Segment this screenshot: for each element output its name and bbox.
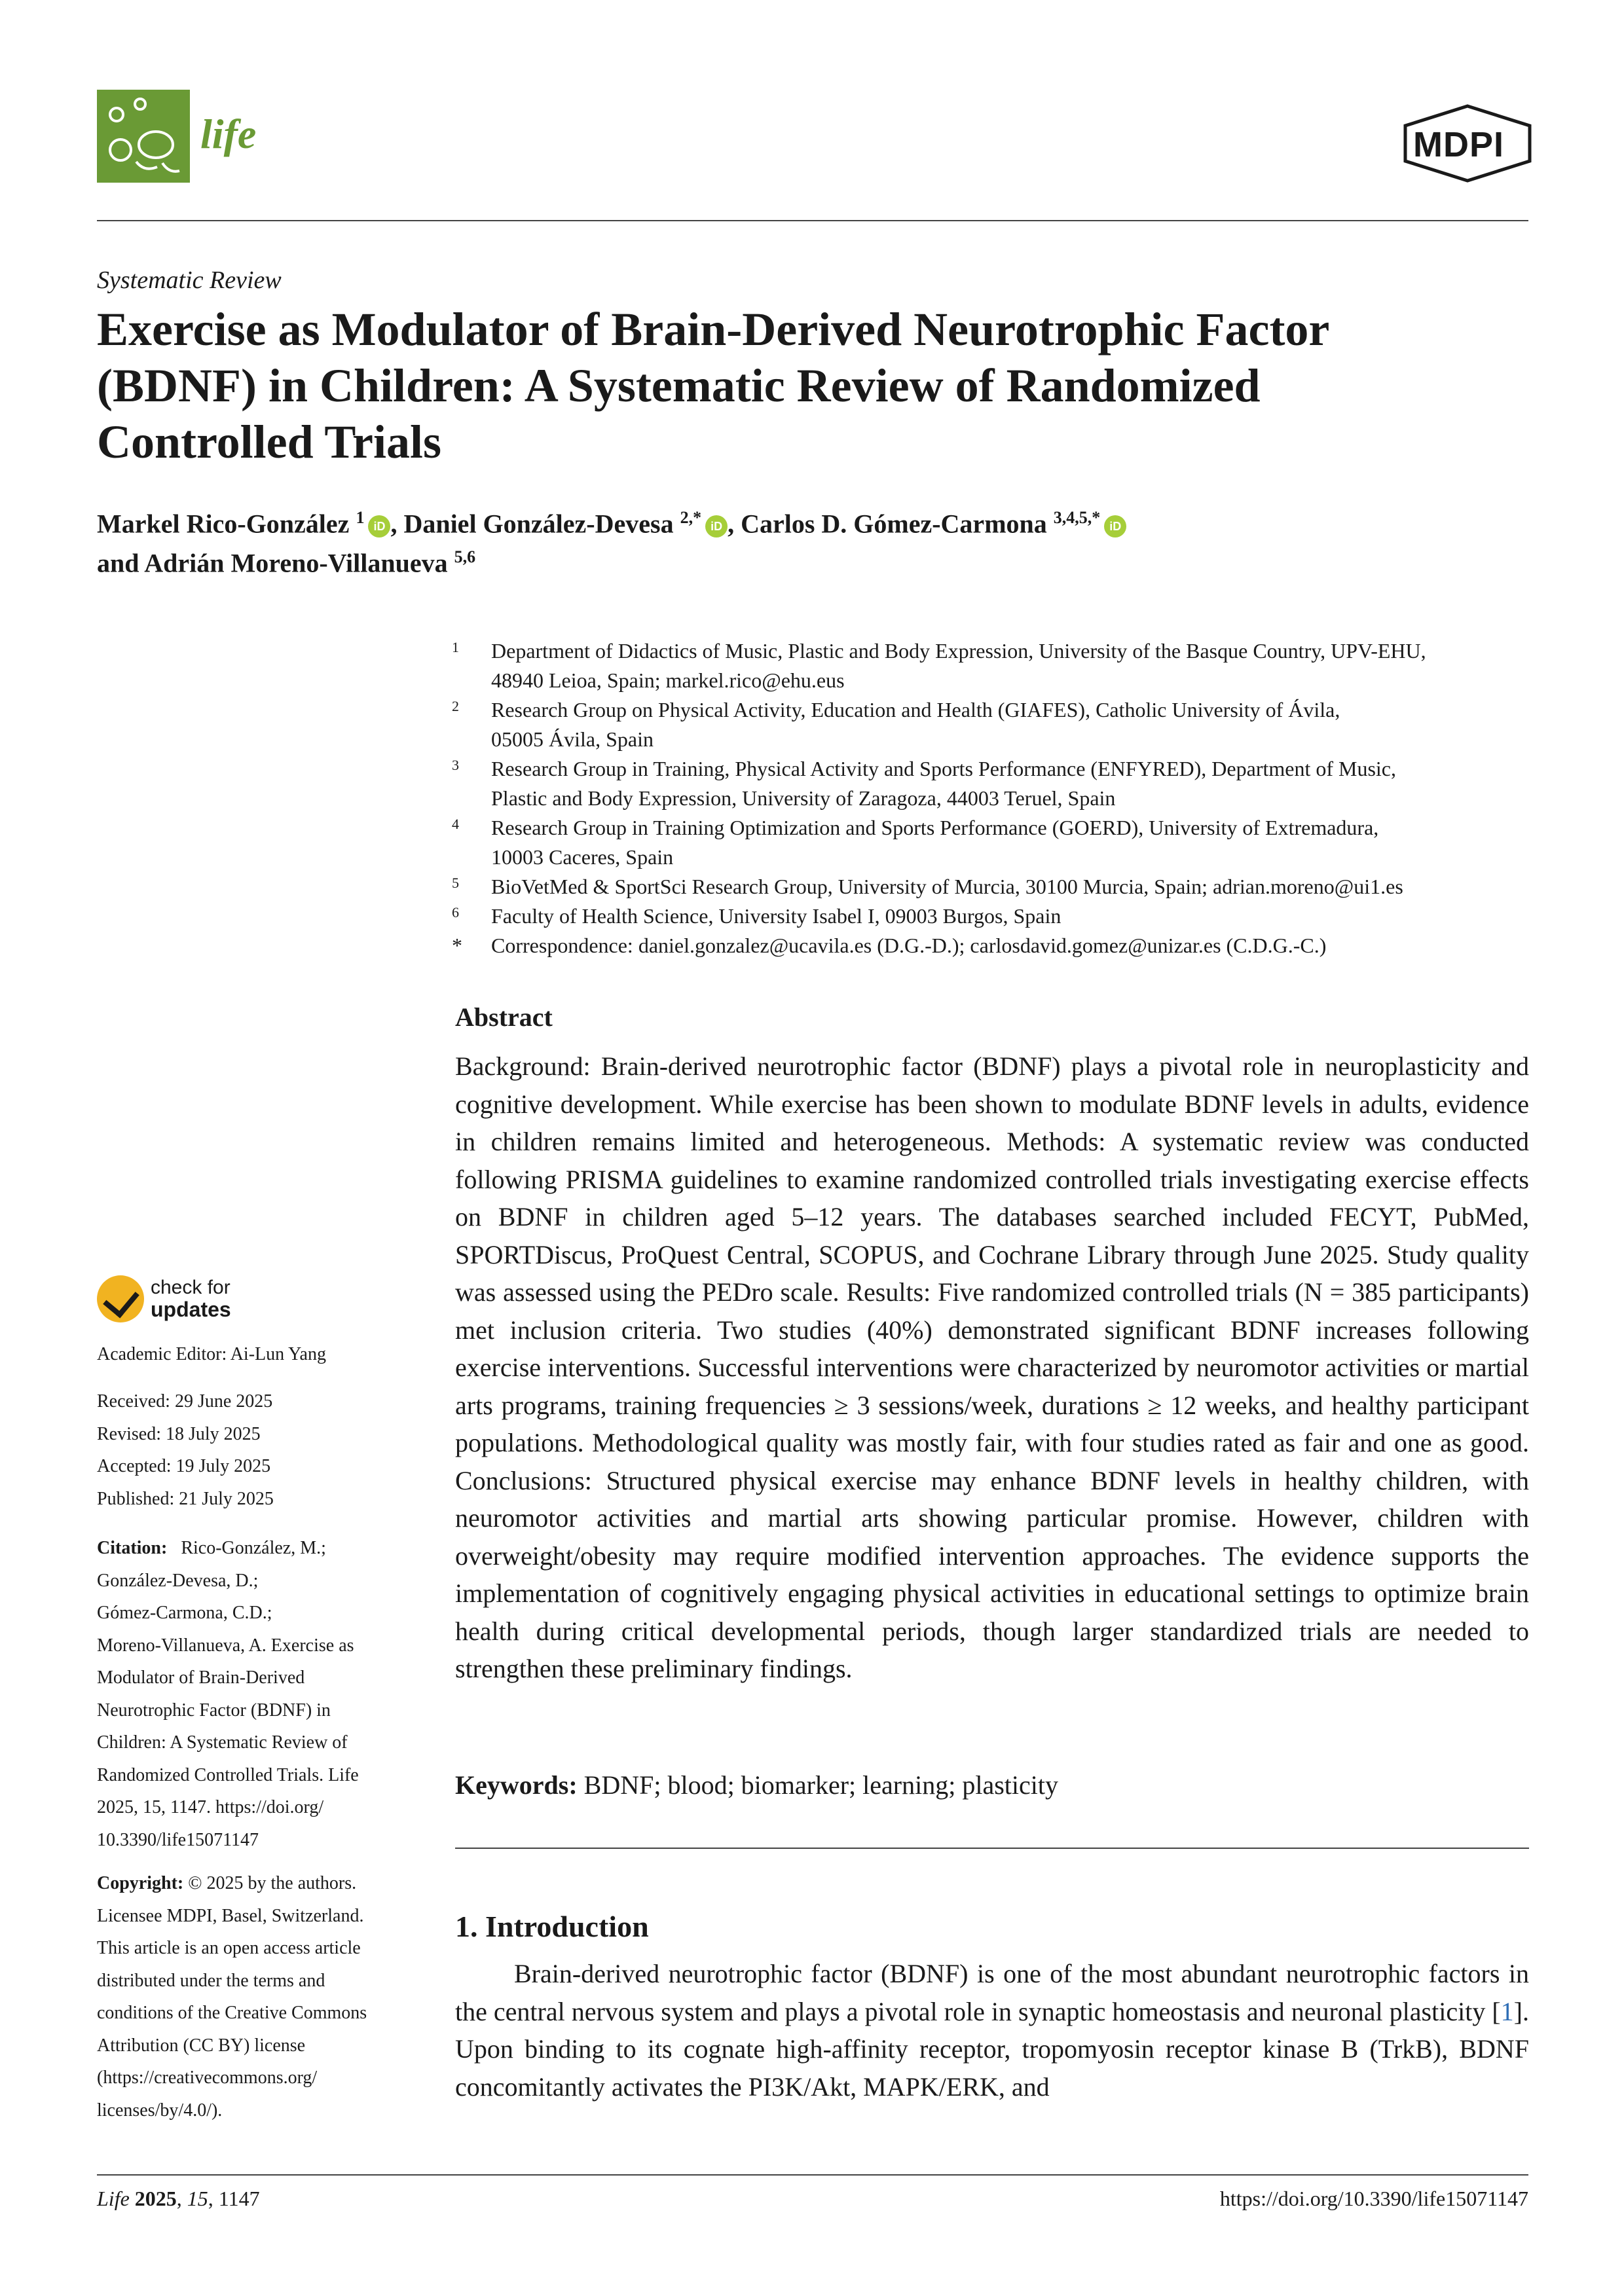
license-link[interactable]: licenses/by/4.0/).	[97, 2100, 223, 2121]
copyright-label: Copyright:	[97, 1873, 184, 1893]
affiliation-number: 5	[452, 875, 459, 891]
author-name[interactable]: Carlos D. Gómez-Carmona	[741, 509, 1047, 539]
copyright	[97, 1867, 405, 2126]
correspondence-item	[452, 931, 1532, 960]
affiliation-number: 4	[452, 816, 459, 832]
publication-dates	[97, 1385, 405, 1515]
citation-line: Gómez-Carmona, C.D.;	[97, 1603, 272, 1623]
journal-logo	[97, 90, 190, 183]
citation-line[interactable]: 2025, 15, 1147. https://doi.org/	[97, 1797, 324, 1817]
citation-line: Moreno-Villanueva, A. Exercise as	[97, 1635, 354, 1656]
article-title	[97, 301, 1531, 470]
copyright-line: distributed under the terms and	[97, 1970, 325, 1991]
affiliation-line: Research Group on Physical Activity, Education and Health (GIAFES), Catholic University of Ávila,	[491, 698, 1340, 721]
affiliation-item	[452, 872, 1532, 902]
footer-article-number: 1147	[218, 2187, 260, 2210]
author-affiliation: 3,4,5,*	[1053, 508, 1101, 527]
title-line: Controlled Trials	[97, 416, 442, 468]
citation-label: Citation:	[97, 1538, 168, 1558]
check-updates-label: updates	[151, 1298, 231, 1321]
affiliation-line: Faculty of Health Science, University Isabel I, 09003 Burgos, Spain	[491, 904, 1061, 928]
orcid-icon[interactable]: iD	[1104, 515, 1126, 538]
affiliation-item	[452, 695, 1532, 754]
author-name[interactable]: Adrián Moreno-Villanueva	[144, 548, 448, 578]
license-link[interactable]: (https://creativecommons.org/	[97, 2068, 318, 2088]
citation-doi-link[interactable]: 10.3390/life15071147	[97, 1829, 259, 1850]
author-affiliation: 1	[356, 508, 365, 527]
orcid-icon[interactable]: iD	[368, 515, 390, 538]
keywords	[455, 1770, 1529, 1800]
title-line: (BDNF) in Children: A Systematic Review of Randomized	[97, 359, 1261, 412]
author-affiliation: 2,*	[680, 508, 702, 527]
reference-link[interactable]: 1	[1500, 1996, 1514, 2026]
citation-line: Randomized Controlled Trials. Life	[97, 1764, 359, 1785]
orcid-icon[interactable]: iD	[705, 515, 728, 538]
copyright-line: Attribution (CC BY) license	[97, 2035, 306, 2056]
publisher-logo	[1401, 103, 1534, 183]
keywords-list: BDNF; blood; biomarker; learning; plasticity	[583, 1770, 1058, 1800]
title-line: Exercise as Modulator of Brain-Derived Neurotrophic Factor	[97, 303, 1330, 355]
copyright-line: This article is an open access article	[97, 1938, 361, 1958]
affiliations	[452, 636, 1532, 960]
author-name[interactable]: Daniel González-Devesa	[403, 509, 674, 539]
affiliation-line: Research Group in Training Optimization and Sports Performance (GOERD), University of Extremadura,	[491, 816, 1379, 839]
introduction-text	[455, 1955, 1529, 2105]
citation-line: González-Devesa, D.;	[97, 1570, 259, 1591]
intro-text-part: ]. Upon binding to its cognate high-affinity receptor, tropomyosin receptor kinase B (TrkB), BDNF concomitantly activates the PI3K/Akt, MAPK/ERK, and	[455, 1996, 1529, 2102]
citation-line: Children: A Systematic Review of	[97, 1732, 348, 1753]
affiliation-line: 05005 Ávila, Spain	[491, 727, 654, 751]
affiliation-number: 3	[452, 757, 459, 773]
affiliation-item	[452, 813, 1532, 872]
author-name[interactable]: Markel Rico-González	[97, 509, 350, 539]
affiliation-number: *	[452, 934, 462, 957]
author-conjunction: and	[97, 548, 139, 578]
keywords-label: Keywords:	[455, 1770, 578, 1800]
affiliation-item	[452, 636, 1532, 695]
footer-journal: Life	[97, 2187, 130, 2210]
introduction-heading: 1. Introduction	[455, 1910, 649, 1943]
footer-year: 2025	[134, 2187, 177, 2210]
affiliation-line: 48940 Leioa, Spain; markel.rico@ehu.eus	[491, 668, 845, 692]
academic-editor: Academic Editor: Ai-Lun Yang	[97, 1344, 326, 1364]
affiliation-item	[452, 754, 1532, 813]
footer-citation: Life 2025, 15, 1147	[97, 2187, 260, 2210]
article-type: Systematic Review	[97, 266, 282, 294]
affiliation-item	[452, 902, 1532, 931]
affiliation-line: BioVetMed & SportSci Research Group, University of Murcia, 30100 Murcia, Spain; adrian.moreno@ui1.es	[491, 875, 1403, 898]
affiliation-number: 1	[452, 639, 459, 655]
abstract-text: Background: Brain-derived neurotrophic factor (BDNF) plays a pivotal role in neuroplasticity and cognitive development. While exercise has been shown to modulate BDNF levels in adults, evidence in children remains limited and heterogeneous. Methods: A systematic review was conducted following PRISMA guidelines to examine randomized controlled trials investigating exercise effects on BDNF in children aged 5–12 years. The databases searched included FECYT, PubMed, SPORTDiscus, ProQuest Central, SCOPUS, and Cochrane Library through June 2025. Study quality was assessed using the PEDro scale. Results: Five randomized controlled trials (N = 385 participants) met inclusion criteria. Two studies (40%) demonstrated significant BDNF increases following exercise interventions. Successful interventions were characterized by neuromotor activities or martial arts programs, training frequencies ≥ 3 sessions/week, durations ≥ 12 weeks, and healthy participant populations. Methodological quality was mostly fair, with four studies rated as fair and one as good. Conclusions: Structured physical exercise may enhance BDNF levels in healthy children, with neuromotor activities and martial arts showing particular promise. However, children with overweight/obesity may require modified intervention approaches. The evidence supports the implementation of cognitively engaging physical activities in educational settings to optimize brain health during critical developmental periods, though larger standardized trials are needed to strengthen these preliminary findings.	[455, 1051, 1529, 1683]
footer-divider	[97, 2174, 1528, 2176]
accepted-date: Accepted: 19 July 2025	[97, 1456, 271, 1476]
author-list-line-2	[97, 547, 475, 578]
correspondence-line: Correspondence: daniel.gonzalez@ucavila.es (D.G.-D.); carlosdavid.gomez@unizar.es (C.D.G.-C.)	[491, 934, 1327, 957]
author-list-line-1: Markel Rico-González $^1$ iD , Daniel González-Devesa $^{2,*}$ iD , Carlos D. Gómez-Carmona $^{3,4,5,*}$ iD	[97, 508, 1126, 539]
received-date: Received: 29 June 2025	[97, 1391, 273, 1412]
affiliation-line: Research Group in Training, Physical Activity and Sports Performance (ENFYRED), Department of Music,	[491, 757, 1396, 780]
affiliation-line: Department of Didactics of Music, Plastic and Body Expression, University of the Basque Country, UPV-EHU,	[491, 639, 1426, 663]
citation-line: Modulator of Brain-Derived	[97, 1667, 305, 1688]
header-divider	[97, 220, 1528, 221]
affiliation-line: Plastic and Body Expression, University of Zaragoza, 44003 Teruel, Spain	[491, 786, 1116, 810]
cell-logo-icon	[97, 90, 190, 183]
section-divider	[455, 1848, 1529, 1849]
check-updates-label: check for	[151, 1277, 231, 1298]
citation-line: Neurotrophic Factor (BDNF) in	[97, 1700, 331, 1721]
citation	[97, 1532, 405, 1856]
abstract-heading: Abstract	[455, 1002, 553, 1032]
affiliation-line: 10003 Caceres, Spain	[491, 845, 674, 869]
citation-line: Rico-González, M.;	[181, 1538, 326, 1558]
author-affiliation: 5,6	[454, 547, 476, 566]
copyright-line: conditions of the Creative Commons	[97, 2003, 367, 2023]
copyright-line: Licensee MDPI, Basel, Switzerland.	[97, 1905, 364, 1926]
journal-name: life	[200, 111, 257, 157]
publisher-name: MDPI	[1413, 125, 1504, 164]
intro-text-part: Brain-derived neurotrophic factor (BDNF) is one of the most abundant neurotrophic factors in the central nervous system and plays a pivotal role in synaptic homeostasis and neuronal plasticity [	[455, 1959, 1529, 2026]
copyright-line: © 2025 by the authors.	[188, 1873, 357, 1893]
published-date: Published: 21 July 2025	[97, 1488, 274, 1509]
revised-date: Revised: 18 July 2025	[97, 1423, 261, 1444]
footer-volume: 15	[187, 2187, 208, 2210]
affiliation-number: 6	[452, 904, 459, 920]
affiliation-number: 2	[452, 698, 459, 714]
footer-doi-link[interactable]: https://doi.org/10.3390/life15071147	[1219, 2187, 1528, 2210]
